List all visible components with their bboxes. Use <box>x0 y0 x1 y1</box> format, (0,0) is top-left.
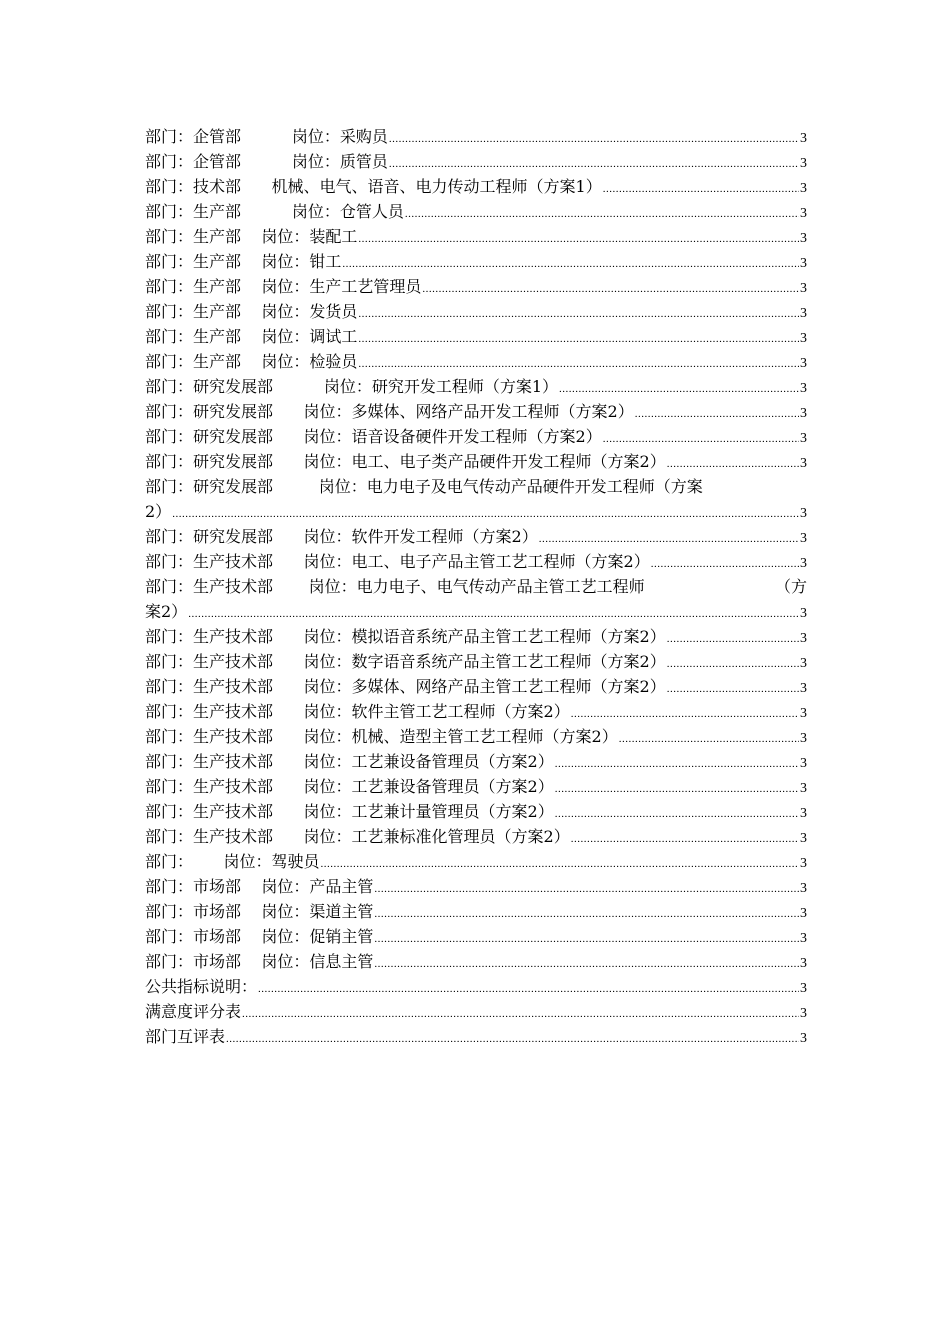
toc-entry[interactable] <box>145 574 807 624</box>
toc-entry[interactable] <box>145 299 807 324</box>
toc-entry-text: 部门：研究发展部 岗位：语音设备硬件开发工程师（方案2） <box>145 427 602 446</box>
toc-entry-text-part: 部门：研究发展部 岗位：电力电子及电气传动产品硬件开发工程师（方案 <box>145 477 703 496</box>
toc-page-number: 3 <box>800 431 807 446</box>
toc-dot-leader <box>667 627 799 652</box>
toc-entry-text: 部门：生产部 岗位：调试工 <box>145 327 358 346</box>
toc-page-number: 3 <box>800 656 807 671</box>
toc-dot-leader <box>555 777 799 802</box>
toc-page-number: 3 <box>800 806 807 821</box>
toc-entry[interactable] <box>145 524 807 549</box>
toc-dot-leader <box>358 227 799 252</box>
toc-entry[interactable] <box>145 699 807 724</box>
toc-dot-leader <box>358 327 799 352</box>
toc-entry[interactable] <box>145 549 807 574</box>
toc-entry[interactable] <box>145 224 807 249</box>
toc-dot-leader <box>603 177 799 202</box>
toc-entry-text-part: 部门：生产技术部 岗位：电力电子、电气传动产品主管工艺工程师 <box>145 577 645 596</box>
toc-entry-text: 部门：生产技术部 岗位：工艺兼设备管理员（方案2） <box>145 752 554 771</box>
toc-entry-text <box>145 474 703 499</box>
toc-page-number: 3 <box>800 231 807 246</box>
toc-entry[interactable] <box>145 774 807 799</box>
toc-entry-text-continued: 2） <box>145 502 172 521</box>
toc-entry-text: 部门：研究发展部 岗位：研究开发工程师（方案1） <box>145 377 559 396</box>
toc-page-number: 3 <box>800 506 807 521</box>
toc-dot-leader <box>374 927 799 952</box>
toc-entry-text: 部门：生产技术部 岗位：数字语音系统产品主管工艺工程师（方案2） <box>145 652 666 671</box>
toc-entry[interactable] <box>145 674 807 699</box>
toc-entry-text: 满意度评分表 <box>145 1002 242 1021</box>
toc-dot-leader <box>374 952 799 977</box>
toc-entry-text: 部门：市场部 岗位：渠道主管 <box>145 902 374 921</box>
toc-page-number: 3 <box>800 931 807 946</box>
toc-dot-leader <box>667 652 799 677</box>
toc-entry-text: 部门：生产部 岗位：装配工 <box>145 227 358 246</box>
toc-entry-text: 部门：生产技术部 岗位：多媒体、网络产品主管工艺工程师（方案2） <box>145 677 666 696</box>
toc-entry-text <box>145 574 807 599</box>
toc-page-number: 3 <box>800 981 807 996</box>
toc-entry-text: 部门：生产部 岗位：发货员 <box>145 302 358 321</box>
toc-entry[interactable] <box>145 399 807 424</box>
toc-dot-leader <box>226 1027 799 1052</box>
toc-entry[interactable] <box>145 249 807 274</box>
toc-entry-text-continued: 案2） <box>145 602 188 621</box>
toc-dot-leader <box>405 202 799 227</box>
toc-page-number: 3 <box>800 156 807 171</box>
toc-entry-text: 部门：生产技术部 岗位：工艺兼标准化管理员（方案2） <box>145 827 570 846</box>
toc-entry[interactable] <box>145 799 807 824</box>
toc-page-number: 3 <box>800 606 807 621</box>
toc-entry-text: 部门：研究发展部 岗位：电工、电子类产品硬件开发工程师（方案2） <box>145 452 666 471</box>
toc-page-number: 3 <box>800 531 807 546</box>
toc-entry[interactable] <box>145 749 807 774</box>
toc-entry[interactable] <box>145 174 807 199</box>
toc-dot-leader <box>358 302 799 327</box>
toc-entry-text: 部门：生产技术部 岗位：软件主管工艺工程师（方案2） <box>145 702 570 721</box>
toc-dot-leader <box>619 727 799 752</box>
toc-entry[interactable] <box>145 824 807 849</box>
toc-entry[interactable] <box>145 324 807 349</box>
toc-entry-text: 部门：企管部 岗位：质管员 <box>145 152 388 171</box>
toc-dot-leader <box>635 402 799 427</box>
toc-page-number: 3 <box>800 756 807 771</box>
toc-entry[interactable] <box>145 474 807 524</box>
toc-entry-text: 部门：市场部 岗位：信息主管 <box>145 952 374 971</box>
toc-page-number: 3 <box>800 331 807 346</box>
toc-dot-leader <box>374 902 799 927</box>
toc-entry-text: 部门：市场部 岗位：促销主管 <box>145 927 374 946</box>
toc-dot-leader <box>242 1002 799 1027</box>
toc-entry[interactable] <box>145 624 807 649</box>
toc-dot-leader <box>555 802 799 827</box>
toc-entry[interactable] <box>145 199 807 224</box>
toc-entry[interactable] <box>145 874 807 899</box>
toc-page-number: 3 <box>800 456 807 471</box>
toc-entry-text: 部门：研究发展部 岗位：软件开发工程师（方案2） <box>145 527 538 546</box>
toc-page-number: 3 <box>800 781 807 796</box>
toc-page-number: 3 <box>800 256 807 271</box>
toc-entry[interactable] <box>145 374 807 399</box>
toc-page-number: 3 <box>800 906 807 921</box>
toc-page-number: 3 <box>800 706 807 721</box>
toc-page-number: 3 <box>800 631 807 646</box>
toc-entry-text: 公共指标说明： <box>145 977 258 996</box>
toc-dot-leader <box>667 677 799 702</box>
toc-entry-text: 部门： 岗位：驾驶员 <box>145 852 320 871</box>
toc-entry-text: 部门：生产部 岗位：生产工艺管理员 <box>145 277 422 296</box>
toc-page-number: 3 <box>800 406 807 421</box>
toc-entry[interactable] <box>145 924 807 949</box>
toc-entry[interactable] <box>145 274 807 299</box>
toc-entry[interactable] <box>145 899 807 924</box>
toc-entry-text: 部门：企管部 岗位：采购员 <box>145 127 388 146</box>
table-of-contents <box>145 124 807 1049</box>
toc-page-number: 3 <box>800 306 807 321</box>
toc-page-number: 3 <box>800 881 807 896</box>
toc-entry[interactable] <box>145 974 807 999</box>
toc-entry[interactable] <box>145 349 807 374</box>
toc-entry-text: 部门：生产部 岗位：仓管人员 <box>145 202 404 221</box>
toc-dot-leader <box>571 827 799 852</box>
toc-entry[interactable] <box>145 724 807 749</box>
toc-page-number: 3 <box>800 381 807 396</box>
toc-entry[interactable] <box>145 124 807 149</box>
toc-entry-text: 部门互评表 <box>145 1027 226 1046</box>
toc-page-number: 3 <box>800 856 807 871</box>
toc-page-number: 3 <box>800 1006 807 1021</box>
toc-entry-text-part: （方 <box>774 577 807 596</box>
toc-dot-leader <box>321 852 799 877</box>
toc-entry-text: 部门：生产技术部 岗位：工艺兼计量管理员（方案2） <box>145 802 554 821</box>
toc-entry[interactable] <box>145 1024 807 1049</box>
toc-page-number: 3 <box>800 681 807 696</box>
toc-page-number: 3 <box>800 831 807 846</box>
toc-entry-text: 部门：生产技术部 岗位：模拟语音系统产品主管工艺工程师（方案2） <box>145 627 666 646</box>
toc-entry-text: 部门：生产技术部 岗位：电工、电子产品主管工艺工程师（方案2） <box>145 552 650 571</box>
toc-dot-leader <box>555 752 799 777</box>
toc-entry-text: 部门：生产技术部 岗位：工艺兼设备管理员（方案2） <box>145 777 554 796</box>
toc-entry-text: 部门：市场部 岗位：产品主管 <box>145 877 374 896</box>
toc-entry[interactable] <box>145 649 807 674</box>
toc-entry[interactable] <box>145 949 807 974</box>
toc-entry[interactable] <box>145 849 807 874</box>
toc-entry[interactable] <box>145 999 807 1024</box>
toc-page-number: 3 <box>800 131 807 146</box>
toc-page-number: 3 <box>800 281 807 296</box>
toc-entry-text: 部门：生产技术部 岗位：机械、造型主管工艺工程师（方案2） <box>145 727 618 746</box>
toc-dot-leader <box>374 877 799 902</box>
toc-entry-text: 部门：生产部 岗位：钳工 <box>145 252 342 271</box>
toc-entry-text: 部门：研究发展部 岗位：多媒体、网络产品开发工程师（方案2） <box>145 402 634 421</box>
toc-page-number: 3 <box>800 1031 807 1046</box>
toc-dot-leader <box>422 277 799 302</box>
toc-entry[interactable] <box>145 424 807 449</box>
toc-page-number: 3 <box>800 206 807 221</box>
toc-page-number: 3 <box>800 731 807 746</box>
toc-entry-text: 部门：技术部 机械、电气、语音、电力传动工程师（方案1） <box>145 177 602 196</box>
toc-dot-leader <box>389 127 799 152</box>
toc-page-number: 3 <box>800 556 807 571</box>
toc-entry[interactable] <box>145 149 807 174</box>
toc-dot-leader <box>258 977 799 1002</box>
toc-page-number: 3 <box>800 181 807 196</box>
toc-page-number: 3 <box>800 356 807 371</box>
toc-page-number: 3 <box>800 956 807 971</box>
toc-entry[interactable] <box>145 449 807 474</box>
toc-entry-text: 部门：生产部 岗位：检验员 <box>145 352 358 371</box>
